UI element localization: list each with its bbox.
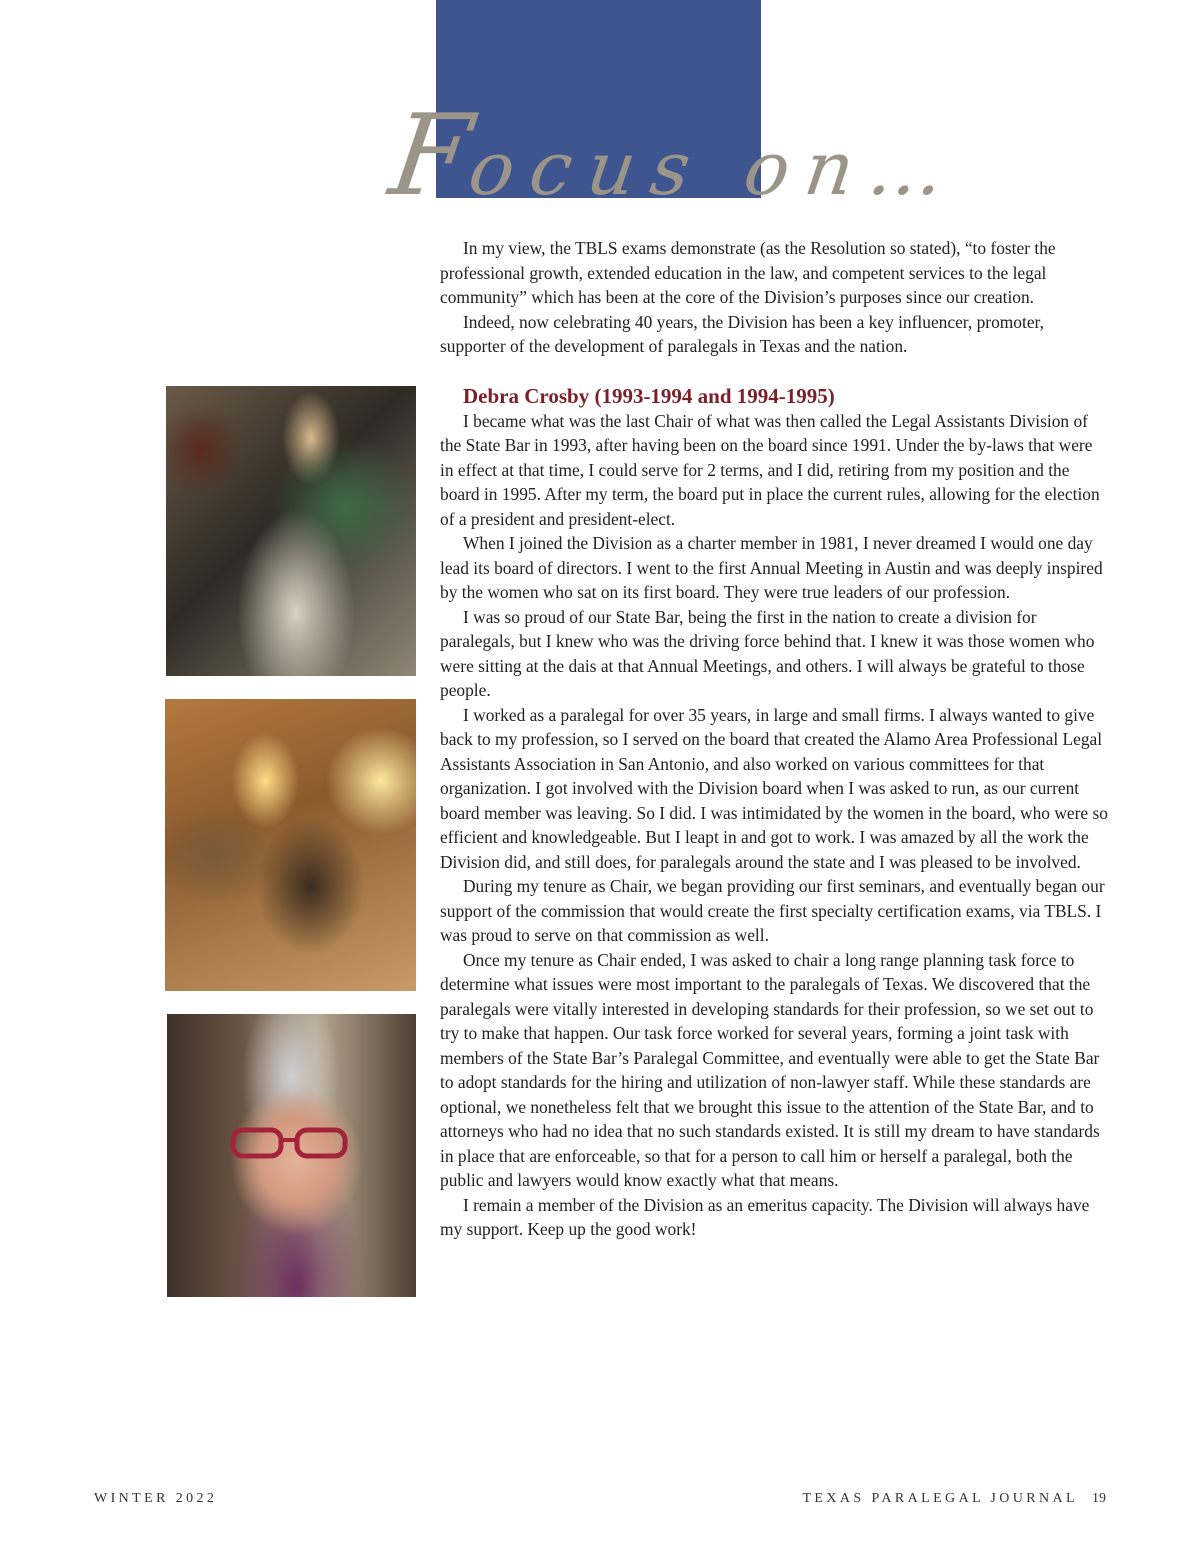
footer-publication — [802, 1491, 1106, 1507]
photo-marriott-event — [165, 699, 416, 991]
body-paragraph-6: Once my tenure as Chair ended, I was asked to chair a long range planning task force to determine what issues were most important to the paralegals of Texas. We discovered that the paralegals were vitally interested in developing standards for their profession, so we set out to try to make that happen. Our task force worked for several years, forming a joint task with members of the State Bar’s Paralegal Committee, and eventually were able to get the State Bar to adopt standards for the hiring and utilization of non-lawyer staff. While these standards are optional, we nonetheless felt that we brought this issue to the attention of the State Bar, and to attorneys who had no idea that no such standards existed. It is still my dream to have standards in place that are enforceable, so that for a person to call him or herself a paralegal, both the public and lawyers would know exactly what that means. — [440, 949, 1100, 1190]
footer-issue: WINTER 2022 — [94, 1491, 218, 1506]
intro-paragraph-1: In my view, the TBLS exams demonstrate (as the Resolution so stated), “to foster the professional growth, extended education in the law, and competent services to the legal community” which has been at the core of the Division’s purposes since our creation. — [440, 238, 1056, 307]
body-paragraph-3: I was so proud of our State Bar, being the first in the nation to create a division for paralegals, but I knew who was the driving force behind that. I knew it was those women who were sitting at the dais at that Annual Meetings, and others. I will always be grateful to those people. — [440, 606, 1095, 700]
page-number: 19 — [1092, 1491, 1106, 1506]
body-paragraph-1: I became what was the last Chair of what was then called the Legal Assistants Division of the State Bar in 1993, after having been on the board since 1991. Under the by-laws that were in effect at that time, I could serve for 2 terms, and I did, retiring from my position and the board in 1995. After my term, the board put in place the current rules, allowing for the election of a president and president-elect. — [440, 410, 1100, 529]
body-paragraph-5: During my tenure as Chair, we began providing our first seminars, and eventually began our support of the commission that would create the first specialty certification exams, via TBLS. I was proud to serve on that commission as well. — [440, 876, 1105, 945]
body-paragraph-2: When I joined the Division as a charter member in 1981, I never dreamed I would one day lead its board of directors. I went to the first Annual Meeting in Austin and was deeply inspired by the women who sat on its first board. They were true leaders of our profession. — [440, 533, 1103, 602]
section-title-script — [382, 91, 966, 221]
section-title-initial: F — [382, 91, 481, 221]
section-title-rest: ocus on… — [463, 126, 966, 212]
photo-debra-crosby-portrait — [167, 1014, 416, 1297]
body-paragraph-4: I worked as a paralegal for over 35 years, in large and small firms. I always wanted to give back to my profession, so I served on the board that created the Alamo Area Professional Legal Assistants Association in San Antonio, and also worked on various committees for that organization. I got involved with the Division board when I was asked to run, as our current board member was leaving. So I did. I was intimidated by the women in the board, who were so efficient and knowledgeable. But I leapt in and got to work. I was amazed by all the work the Division did, and still does, for paralegals around the state and I was pleased to be involved. — [440, 704, 1108, 872]
article-body — [440, 236, 1108, 1242]
section-heading: Debra Crosby (1993-1994 and 1994-1995) — [463, 383, 835, 408]
body-paragraph-7: I remain a member of the Division as an emeritus capacity. The Division will always have my support. Keep up the good work! — [440, 1194, 1090, 1239]
photo-meeting-gift-bag — [166, 386, 416, 676]
intro-paragraph-2: Indeed, now celebrating 40 years, the Division has been a key influencer, promoter, supporter of the development of paralegals in Texas and the nation. — [440, 311, 1044, 356]
glasses-icon — [229, 1126, 349, 1160]
footer-journal-title: TEXAS PARALEGAL JOURNAL — [802, 1491, 1078, 1506]
